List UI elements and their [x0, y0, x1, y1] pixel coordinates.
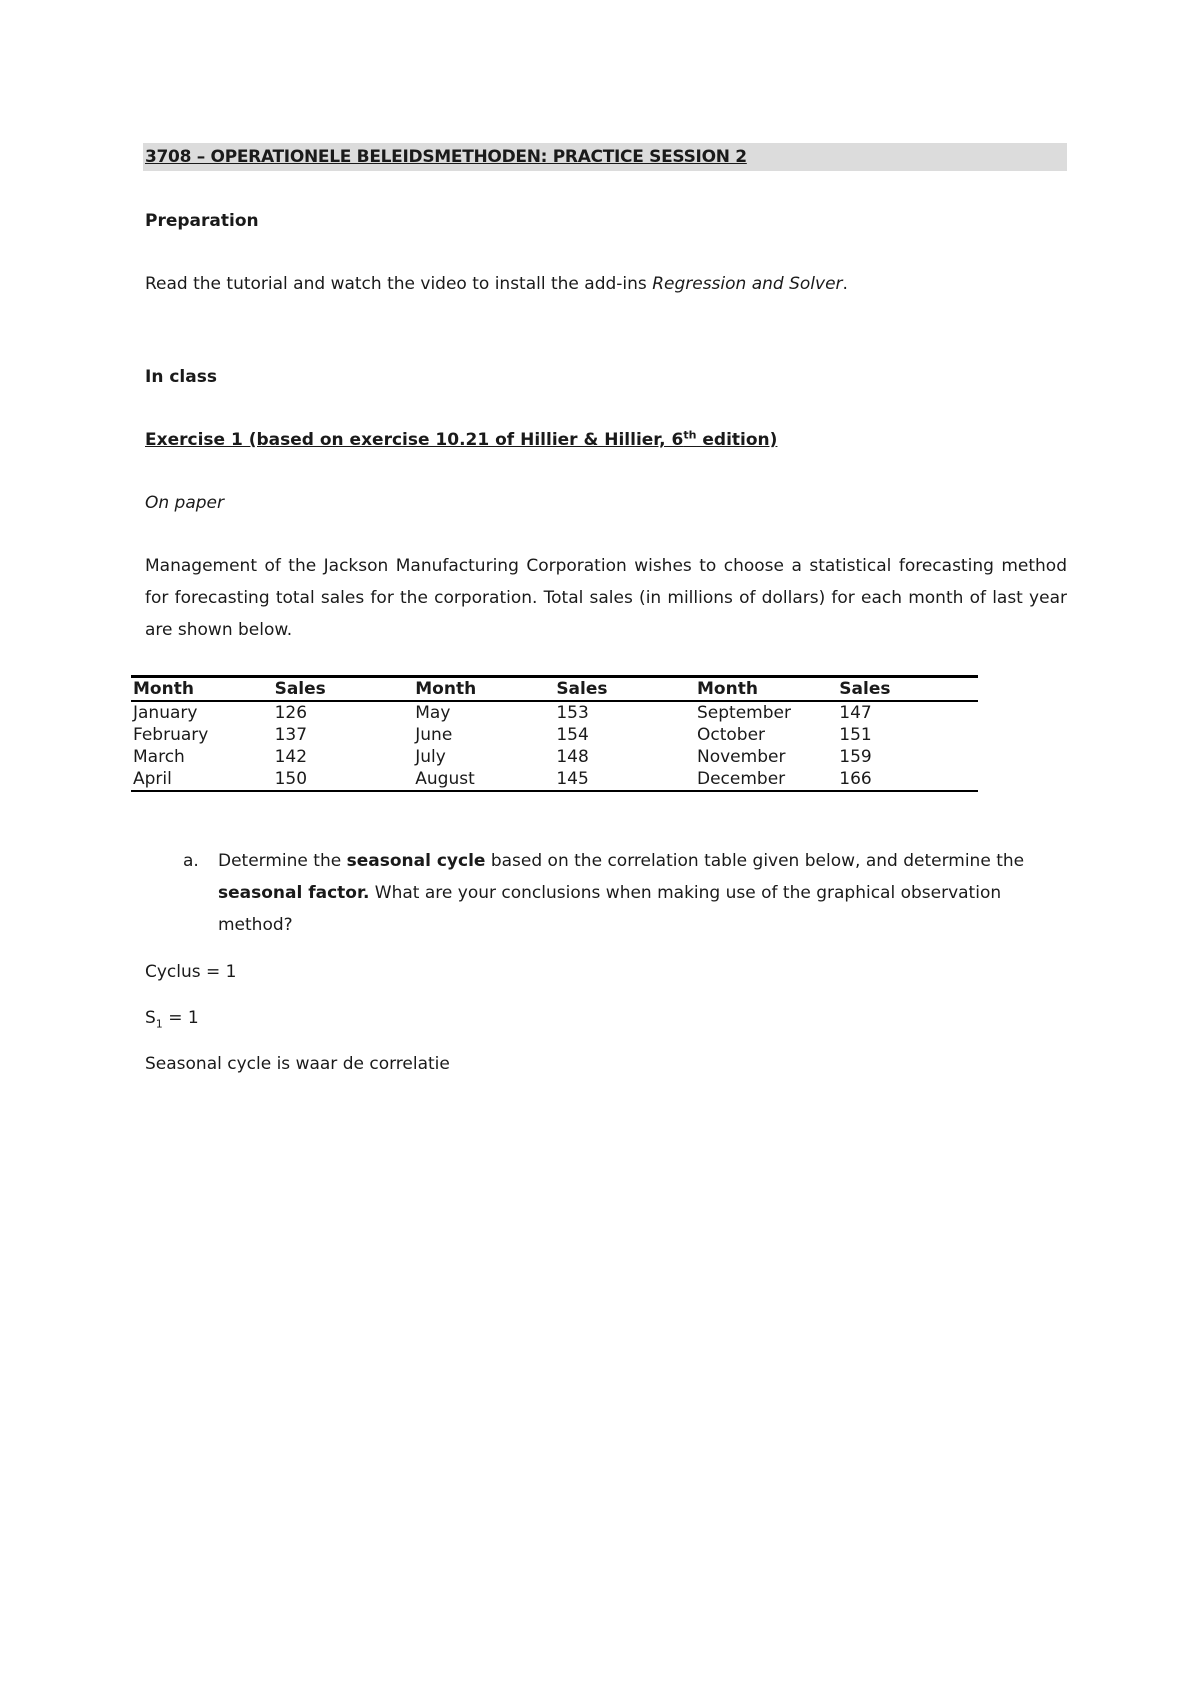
- preparation-text: [145, 274, 848, 294]
- answer-s1-sub: 1: [155, 1017, 163, 1031]
- preparation-text-italic: Regression and Solver: [652, 274, 843, 294]
- table-header-month: Month: [133, 679, 194, 699]
- page-title: 3708 – OPERATIONELE BELEIDSMETHODEN: PRACTICE SESSION 2: [145, 147, 747, 167]
- table-cell-month: August: [415, 769, 475, 789]
- in-class-heading: In class: [145, 367, 217, 387]
- sales-table-header-row: [131, 677, 978, 702]
- exercise-1-heading-after: edition): [696, 430, 778, 450]
- answer-s1: [145, 1008, 199, 1031]
- sales-table: [131, 675, 978, 792]
- table-cell-sales: 159: [839, 747, 872, 767]
- table-cell-sales: 150: [274, 769, 308, 789]
- table-cell-month: February: [133, 725, 209, 745]
- table-header-month: Month: [697, 679, 758, 699]
- question-a-text: [218, 845, 1067, 941]
- table-cell-month: March: [133, 747, 185, 767]
- table-cell-sales: 145: [556, 769, 589, 789]
- answer-cyclus: Cyclus = 1: [145, 962, 237, 982]
- table-cell-sales: 126: [274, 703, 308, 723]
- table-row: [131, 746, 978, 768]
- table-header-sales: Sales: [556, 679, 608, 699]
- exercise-1-intro: Management of the Jackson Manufacturing Corporation wishes to choose a statistical forecasting method for forecasting total sales for the corporation. Total sales (in millions of dollars) for each month of last year are shown below.: [145, 556, 1067, 640]
- table-row: [131, 724, 978, 746]
- preparation-text-after: .: [842, 274, 848, 294]
- question-a-t2: based on the correlation table given below, and determine the: [485, 851, 1025, 871]
- table-cell-sales: 142: [274, 747, 308, 767]
- exercise-1-heading: [145, 430, 777, 450]
- table-cell-sales: 147: [839, 703, 872, 723]
- table-row: [131, 701, 978, 724]
- table-header-month: Month: [415, 679, 477, 699]
- question-a-b2: seasonal factor.: [218, 883, 370, 903]
- table-cell-month: April: [133, 769, 172, 789]
- question-a-t3: What are your conclusions when making use of the graphical observation method?: [218, 883, 1002, 935]
- table-cell-month: January: [133, 703, 198, 723]
- table-cell-sales: 154: [556, 725, 589, 745]
- exercise-1-heading-sup: th: [683, 428, 697, 442]
- table-row: [131, 768, 978, 791]
- table-cell-sales: 153: [556, 703, 589, 723]
- table-cell-month: October: [697, 725, 766, 745]
- table-cell-sales: 137: [274, 725, 308, 745]
- table-cell-sales: 166: [839, 769, 872, 789]
- table-header-sales: Sales: [839, 679, 891, 699]
- question-a-b1: seasonal cycle: [346, 851, 486, 871]
- table-header-sales: Sales: [274, 679, 326, 699]
- answer-seasonal-cycle: Seasonal cycle is waar de correlatie: [145, 1054, 450, 1074]
- table-cell-sales: 151: [839, 725, 872, 745]
- exercise-1-subheading: On paper: [145, 493, 225, 513]
- table-cell-sales: 148: [556, 747, 589, 767]
- exercise-1-heading-before: Exercise 1 (based on exercise 10.21 of Hillier & Hillier, 6: [145, 430, 684, 450]
- table-cell-month: December: [697, 769, 786, 789]
- table-cell-month: July: [415, 747, 446, 767]
- table-cell-month: November: [697, 747, 786, 767]
- preparation-text-before: Read the tutorial and watch the video to install the add-ins: [145, 274, 653, 294]
- question-a-marker: a.: [183, 851, 199, 871]
- table-cell-month: May: [415, 703, 451, 723]
- answer-s1-rest: = 1: [162, 1008, 199, 1028]
- question-a-t1: Determine the: [218, 851, 347, 871]
- question-a: [145, 845, 1067, 941]
- preparation-heading: Preparation: [145, 211, 259, 231]
- table-cell-month: September: [697, 703, 791, 723]
- answer-s1-base: S: [145, 1008, 156, 1028]
- table-cell-month: June: [415, 725, 453, 745]
